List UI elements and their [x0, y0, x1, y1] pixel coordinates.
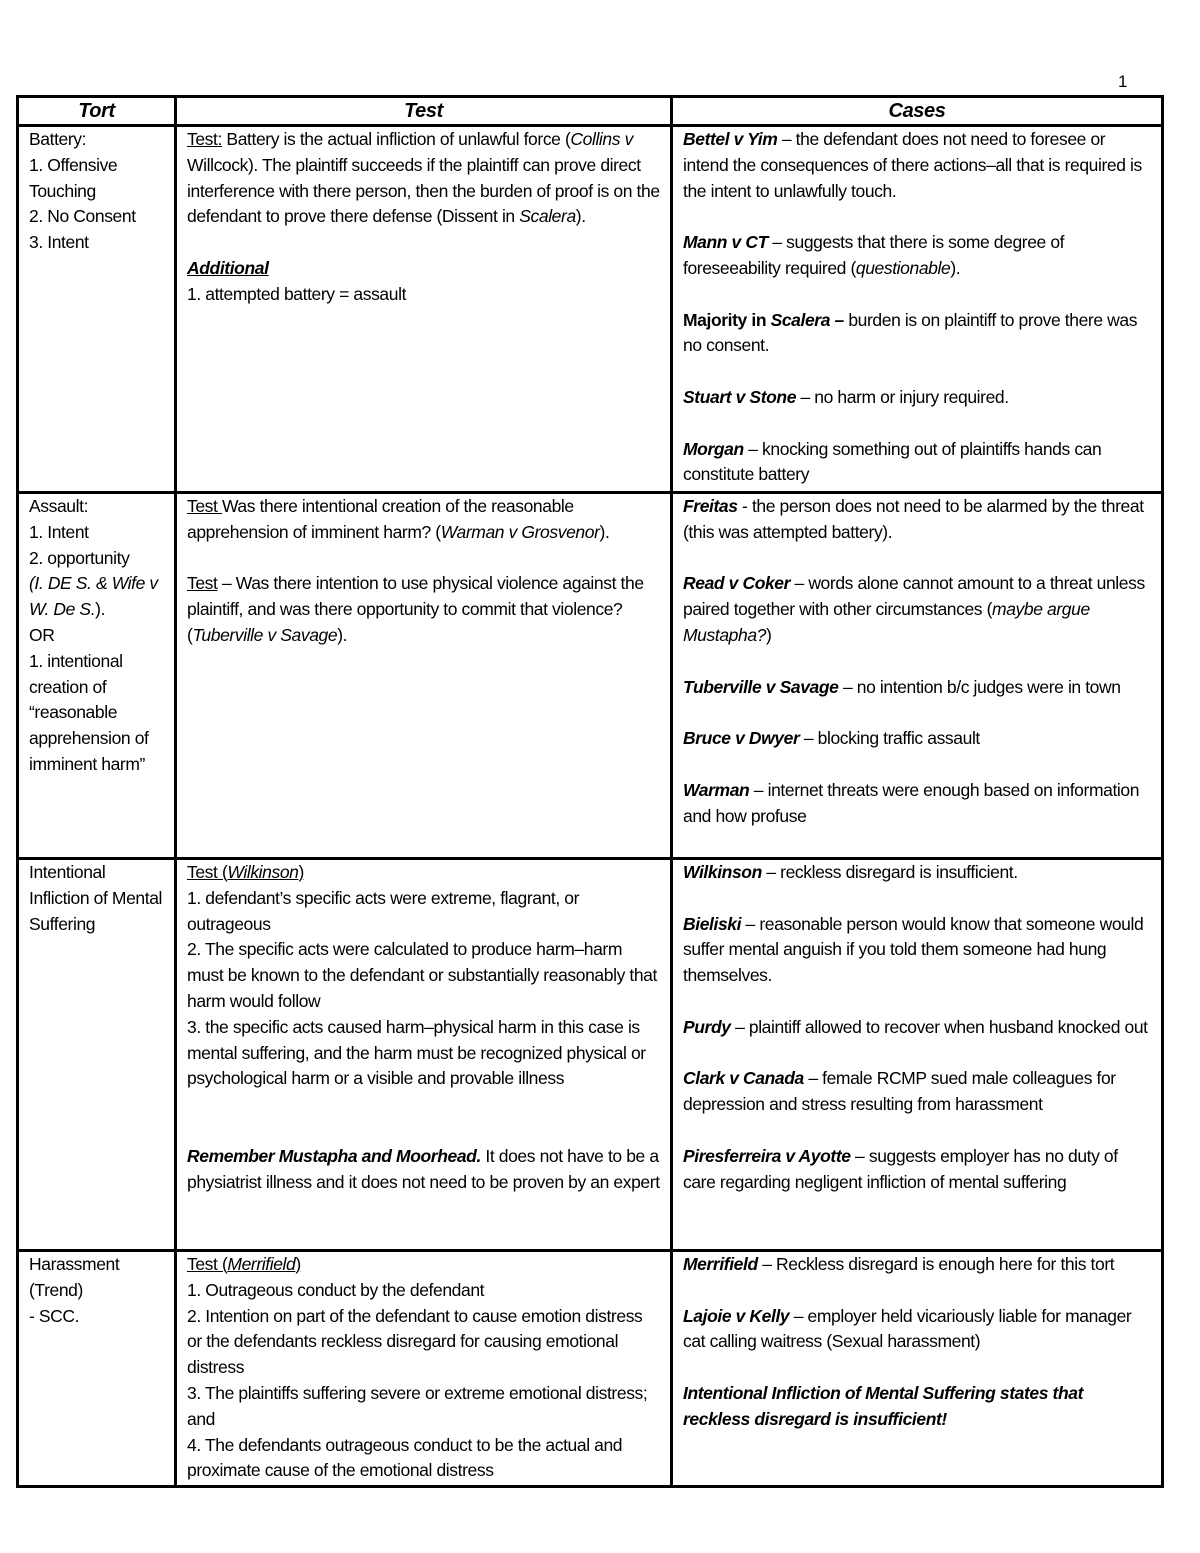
case-name: Majority in	[683, 309, 771, 330]
case-name: Piresferreira v Ayotte	[683, 1145, 851, 1166]
tort-cell-assault	[18, 493, 176, 859]
table-row-iims	[18, 859, 1163, 1251]
case-text: )	[766, 624, 772, 645]
case-entry	[683, 912, 1151, 989]
case-entry	[683, 1066, 1151, 1118]
text: Test (	[187, 862, 228, 882]
case-text: – reasonable person would know that someone would suffer mental anguish if you told them someone had hung themselves.	[683, 913, 1144, 986]
tort-name: Intentional Infliction of Mental Suffering	[29, 862, 163, 934]
text: )	[295, 1254, 301, 1274]
case-ref: Scalera	[519, 206, 576, 227]
case-text: – no intention b/c judges were in town	[838, 676, 1121, 697]
test-item: 4. The defendants outrageous conduct to be the actual and proximate cause of the emotional distress	[187, 1434, 623, 1481]
case-entry	[683, 726, 1151, 752]
header-tort: Tort	[18, 97, 176, 126]
test-item: 3. the specific acts caused harm–physical harm in this case is mental suffering, and the harm must be recognized physical or psychological harm or a visible and provable illness	[187, 1016, 646, 1089]
case-entry	[683, 308, 1151, 360]
case-name: Bruce v Dwyer	[683, 728, 800, 749]
table-row-battery	[18, 126, 1163, 493]
tort-table	[16, 95, 1164, 1488]
case-name: Merrifield	[683, 1254, 758, 1274]
tort-element: 1. Intent	[29, 521, 89, 542]
test-cell-harassment	[176, 1251, 672, 1487]
case-text: – reckless disregard is insufficient.	[761, 862, 1018, 882]
case-entry	[683, 860, 1151, 886]
case-entry	[683, 778, 1151, 830]
case-ref: Merrifield	[227, 1254, 296, 1274]
test-item: 2. The specific acts were calculated to produce harm–harm must be known to the defendant or substantially reasonably that harm would follow	[187, 939, 657, 1011]
case-name: Clark v Canada	[683, 1068, 804, 1089]
tort-name: Assault:	[29, 496, 89, 516]
conclusion-note: Intentional Infliction of Mental Suffering states that reckless disregard is insufficient!	[683, 1382, 1084, 1429]
test-label: Test:	[187, 129, 222, 149]
cases-cell-assault	[672, 493, 1163, 859]
case-name: Lajoie v Kelly	[683, 1305, 790, 1326]
test-label: Test	[187, 496, 222, 516]
test-text	[187, 571, 660, 648]
case-text: – the defendant does not need to foresee or intend the consequences of there actions–all that is required is the intent to unlawfully touch.	[683, 129, 1142, 201]
case-ref: Tuberville v Savage	[192, 624, 338, 645]
test-item: 3. The plaintiffs suffering severe or extreme emotional distress; and	[187, 1382, 648, 1429]
case-entry	[683, 1304, 1151, 1356]
text: – Was there intention to use physical violence against the plaintiff, and was there opportunity to commit that violence? (	[187, 573, 644, 645]
case-ref: (I. DE S. & Wife v W. De S.	[29, 573, 158, 620]
remember-note	[187, 1144, 660, 1196]
tort-note: - SCC.	[29, 1305, 80, 1326]
case-entry	[683, 1144, 1151, 1196]
tort-or: OR	[29, 624, 55, 645]
case-text: burden is on plaintiff to prove there was no consent.	[683, 309, 1138, 356]
case-text: – blocking traffic assault	[799, 728, 980, 749]
tort-cell-harassment	[18, 1251, 176, 1487]
case-name: Morgan	[683, 438, 744, 459]
case-entry	[683, 230, 1151, 282]
text: Was there intentional creation of the reasonable apprehension of imminent harm? (	[187, 496, 574, 542]
tort-element: 1. Offensive Touching	[29, 154, 118, 201]
text: ).	[599, 521, 610, 542]
table-row-assault	[18, 493, 1163, 859]
case-text: – employer held vicariously liable for manager cat calling waitress (Sexual harassment)	[683, 1305, 1132, 1352]
case-name: Bieliski	[683, 913, 742, 934]
case-text: – no harm or injury required.	[796, 386, 1009, 407]
test-item: 2. Intention on part of the defendant to cause emotion distress or the defendants reckless disregard for causing emotional distress	[187, 1305, 643, 1378]
case-text: – suggests that there is some degree of foreseeability required (	[683, 232, 1065, 278]
text: ).	[337, 624, 348, 645]
test-label: Test	[187, 573, 218, 594]
cases-cell-iims	[672, 859, 1163, 1251]
case-entry	[683, 127, 1151, 204]
additional-item: 1. attempted battery = assault	[187, 283, 407, 304]
case-text: – knocking something out of plaintiffs hands can constitute battery	[683, 438, 1102, 485]
test-cell-assault	[176, 493, 672, 859]
cases-cell-battery	[672, 126, 1163, 493]
test-label	[187, 1252, 660, 1278]
tort-element: 3. Intent	[29, 232, 89, 253]
text: It does not have to be a physiatrist illness and it does not need to be proven by an expert	[187, 1145, 660, 1192]
case-name: Stuart v Stone	[683, 386, 797, 407]
case-entry	[683, 675, 1151, 701]
test-text	[187, 127, 660, 230]
test-text	[187, 494, 660, 546]
case-text: - the person does not need to be alarmed by the threat (this was attempted battery).	[683, 496, 1144, 542]
test-cell-battery	[176, 126, 672, 493]
text: ).	[575, 206, 586, 227]
tort-cell-battery	[18, 126, 176, 493]
tort-note: (Trend)	[29, 1279, 83, 1300]
cases-cell-harassment	[672, 1251, 1163, 1487]
case-entry	[683, 494, 1151, 546]
test-cell-iims	[176, 859, 672, 1251]
tort-case-ref	[29, 571, 164, 623]
text: ).	[95, 599, 106, 620]
case-entry	[683, 385, 1151, 411]
header-test: Test	[176, 97, 672, 126]
table-row-harassment	[18, 1251, 1163, 1487]
case-name: Warman	[683, 779, 750, 800]
case-text: – female RCMP sued male colleagues for depression and stress resulting from harassment	[683, 1068, 1116, 1115]
case-name: Mann v CT	[683, 232, 768, 253]
case-name: Purdy	[683, 1016, 731, 1037]
case-name: Read v Coker	[683, 573, 791, 594]
header-cases: Cases	[672, 97, 1163, 126]
text: )	[298, 862, 304, 882]
case-name: Wilkinson	[683, 862, 762, 882]
tort-element: 2. No Consent	[29, 206, 136, 227]
tort-cell-iims	[18, 859, 176, 1251]
text: Willcock). The plaintiff succeeds if the plaintiff can prove direct interference with there person, then the burden of proof is on the defendant to prove there defense (Dissent in	[187, 154, 660, 227]
case-text: – plaintiff allowed to recover when husband knocked out	[730, 1016, 1148, 1037]
case-text: – Reckless disregard is enough here for this tort	[757, 1254, 1115, 1274]
case-entry	[683, 571, 1151, 648]
case-italic: questionable	[855, 257, 951, 278]
text: Test (	[187, 1254, 228, 1274]
remember-bold: Remember Mustapha and Moorhead.	[187, 1145, 481, 1166]
case-text: ).	[950, 257, 961, 278]
tort-element: 2. opportunity	[29, 547, 130, 568]
case-ref: Wilkinson	[227, 862, 299, 882]
case-text: – suggests employer has no duty of care regarding negligent infliction of mental suffering	[683, 1145, 1118, 1192]
case-name: Tuberville v Savage	[683, 676, 839, 697]
case-name: Scalera –	[770, 309, 844, 330]
case-name: Bettel v Yim	[683, 129, 778, 149]
test-item: 1. Outrageous conduct by the defendant	[187, 1279, 485, 1300]
tort-name: Battery:	[29, 129, 87, 149]
text: Battery is the actual infliction of unlawful force (	[221, 129, 571, 149]
page-number: 1	[1118, 72, 1128, 91]
tort-element: 1. intentional creation of “reasonable apprehension of imminent harm”	[29, 650, 149, 774]
tort-name: Harassment	[29, 1254, 120, 1274]
test-label	[187, 860, 660, 886]
case-ref: Collins v	[570, 129, 633, 149]
header-row	[18, 97, 1163, 126]
case-entry	[683, 1252, 1151, 1278]
case-italic: maybe argue Mustapha?	[683, 599, 1090, 645]
case-ref: Warman v Grosvenor	[440, 521, 600, 542]
case-text: – words alone cannot amount to a threat unless paired together with other circumstances (	[683, 573, 1145, 620]
case-entry	[683, 437, 1151, 489]
case-entry	[683, 1015, 1151, 1041]
additional-label: Additional	[187, 257, 269, 278]
case-text: – internet threats were enough based on information and how profuse	[683, 779, 1140, 826]
test-item: 1. defendant’s specific acts were extreme, flagrant, or outrageous	[187, 887, 580, 934]
case-name: Freitas	[683, 496, 738, 516]
